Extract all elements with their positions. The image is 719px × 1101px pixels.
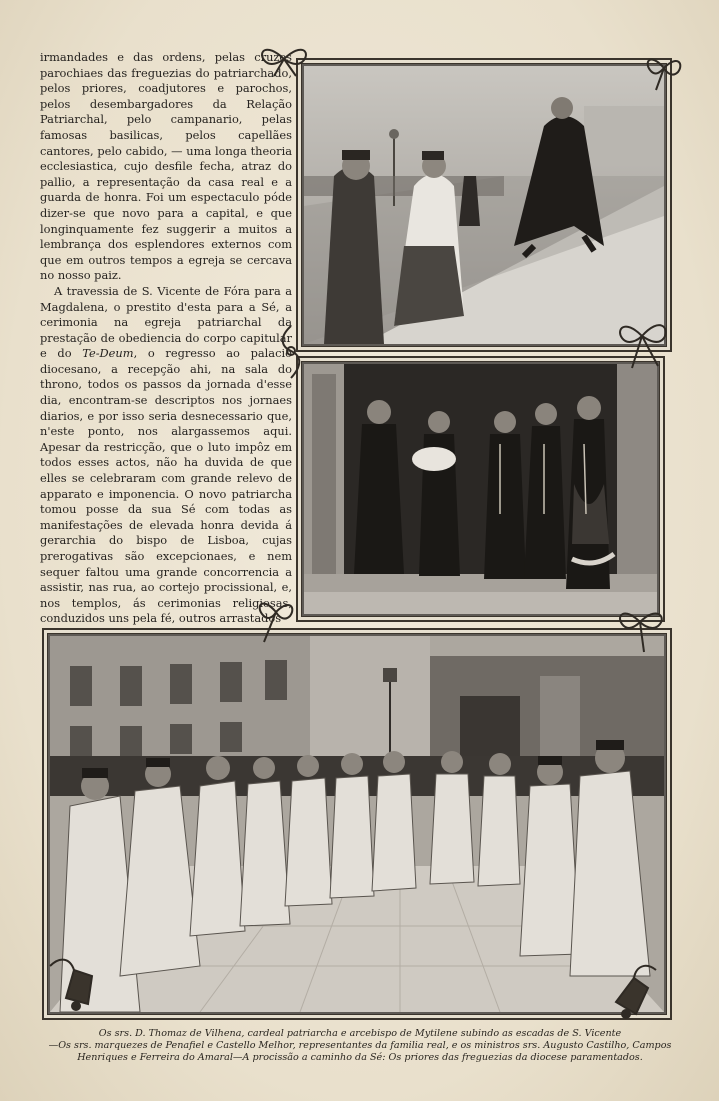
bow-ornament-top-left	[256, 40, 312, 78]
paragraph-1: irmandades e das ordens, pelas cruzes parochiaes das freguezias do patriarchado, pelos priores, coadjutores e parochos, pelos desembargadores da Relação Patriarchal, pelo campanario, pelas famosas basilicas, pelos capellães cantores, pelo cabido, — uma longa theoria ecclesiastica, cujo desfile fecha, atraz do pallio, a representação da casa real e a guarda de honra. Foi um espectaculo póde dizer-se que novo para a capital, e que longinquamente fez suggerir a muitos a lembrança dos esplendores externos com que em outros tempos a egreja se cercava no nosso paiz.	[40, 50, 292, 283]
photo-representatives	[296, 356, 665, 622]
article-text	[40, 50, 292, 627]
caption-line-2: —Os srs. marquezes de Penafiel e Castello Melhor, representantes da familia real, e os ministros srs. Augusto Castilho, Campos	[48, 1040, 672, 1051]
photo-representatives-image	[304, 364, 657, 614]
caption-line-3: Henriques e Ferreira do Amaral—A procissão a caminho da Sé: Os priores das freguezias da diocese paramentados.	[77, 1052, 643, 1063]
paragraph-2-rest: , o regresso ao palacio diocesano, a recepção ahi, na sala do throno, todos os passos da jornada d'esse dia, encontram-se descriptos nos jornaes diarios, e por isso seria desnecessario que, n'este ponto, nos alargassemos aqui. Apesar da restricção, que o luto impôz em todos esses actos, não ha duvida de que elles se celebraram com grande relevo de apparato e imponencia. O novo patriarcha tomou posse da sua Sé com todas as manifestações de elevada honra devida á gerarchia do bispo de Lisboa, cujas prerogativas são excepcionaes, e nem sequer faltou uma grande concorrencia a assistir, nas rua, ao cortejo procissional, e, nos templos, ás cerimonias religiosas, conduzidos uns pela fé, outros arrastados	[40, 346, 292, 626]
bow-ornament-mid-left	[276, 316, 306, 386]
photo-procession-image	[50, 636, 664, 1012]
te-deum: Te-Deum	[82, 346, 134, 361]
photo-cardinal-stairs-image	[304, 66, 664, 344]
paragraph-2	[40, 284, 292, 627]
paragraph-2-start: A travessia de S. Vicente de Fóra para a Magdalena, o prestito d'esta para a Sé, a cerimonia na egreja patriarchal da prestação de obediencia do corpo capitular e do	[40, 283, 292, 361]
bell-ornament-bottom-right	[596, 956, 666, 1020]
photo-procession	[42, 628, 672, 1020]
bell-ornament-bottom-left	[40, 946, 110, 1016]
bow-ornament-top-right	[642, 48, 684, 92]
caption-line-1: Os srs. D. Thomaz de Vilhena, cardeal patriarcha e arcebispo de Mytilene subindo as escadas de S. Vicente	[98, 1028, 622, 1039]
photo-caption	[20, 1028, 700, 1064]
bow-ornament-lower-left	[254, 582, 298, 644]
bow-ornament-lower-right	[614, 594, 668, 656]
bow-ornament-mid-right	[612, 302, 674, 372]
